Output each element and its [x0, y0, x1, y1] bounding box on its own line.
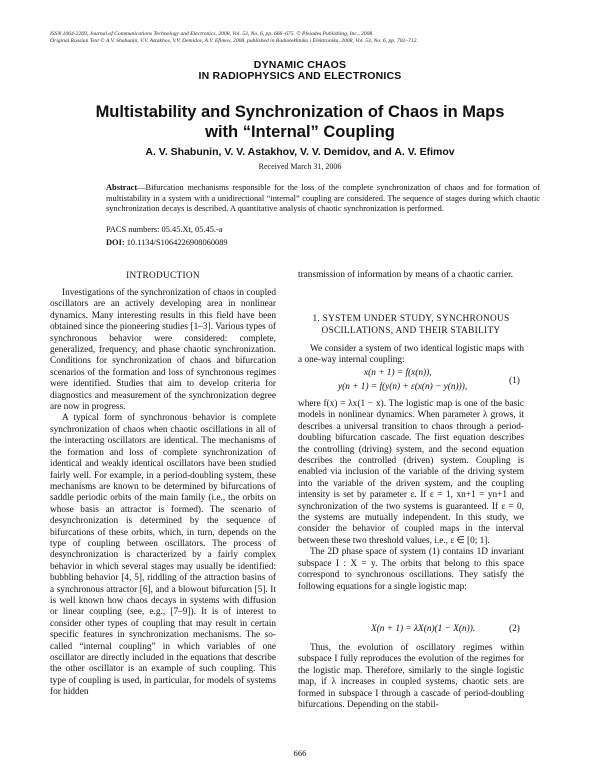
equation-1b: y(n + 1) = f(y(n) + ε(x(n) − y(n))), [338, 382, 468, 392]
doi [106, 238, 228, 247]
intro-continuation [298, 270, 524, 281]
section1-paragraph-2-block [298, 399, 524, 593]
abstract-label: Abstract [106, 183, 138, 192]
intro-continuation-text: transmission of information by means of a chaotic carrier. [298, 270, 514, 280]
paper-title-line1: Multistability and Synchronization of Chaos in Maps [95, 103, 505, 121]
abstract-text: —Bifurcation mechanisms responsible for the loss of the complete synchronization of chaos and for formation of multistability in a system with a unidirectional “internal” coupling are considered. The sequence of stages during which chaotic synchronization decays is described. A quantitative analysis of chaotic synchronization is performed. [106, 183, 540, 213]
doi-value: 10.1134/S1064226908060089 [126, 238, 228, 247]
received-date: Received March 31, 2006 [258, 162, 342, 171]
pacs-numbers: PACS numbers: 05.45.Xt, 05.45.-a [106, 225, 223, 234]
equation-1-number: (1) [509, 376, 520, 386]
section1-heading-line2: OSCILLATIONS, AND THEIR STABILITY [321, 326, 501, 336]
intro-paragraph-2: A typical form of synchronous behavior is complete synchronization of chaos when chaotic oscillations in all of the interacting oscillators are identical. The mechanisms of the formation and loss of complete synchronization of identical and weakly identical oscillators have been studied fairly well. For example, in a period-doubling system, these mechanisms are known to be determined by bifurcations of saddle periodic orbits of the main family (i.e., the orbits on whose basis an attractor is formed). The scenario of desynchronization is determined by the sequence of bifurcations of these orbits, which, in turn, depends on the type of coupling between oscillators. The process of desynchronization is characterized by a fairly complex behavior in which several stages may usually be identified: bubbling behavior [4, 5], riddling of the attraction basins of a synchronous attractor [6], and a blowout bifurcation [5]. It is well known how chaos decays in systems with diffusion or linear coupling (see, e.g., [7–9]). It is of interest to consider other types of coupling that may result in certain specific features in synchronization mechanisms. The so-called “internal coupling” in which variables of one oscillator are directly included in the equations that describe the other oscillator is an example of such coupling. This type of coupling is used, in particular, for models of systems for hidden [50, 413, 276, 698]
original-text-line: Original Russian Text © A.V. Shabunin, V.V. Astakhov, V.V. Demidov, A.V. Efimov, 2008, published in Radiotekhnika i Elektronika, 2008, Vol. 53, No. 6, pp. 702–712. [50, 38, 418, 44]
section1-paragraph-1-block [298, 344, 524, 367]
section-category-line2: IN RADIOPHYSICS AND ELECTRONICS [198, 70, 402, 82]
section1-paragraph-4: Thus, the evolution of oscillatory regimes within subspace I fully reproduces the evolution of the regimes for the logistic map. Therefore, similarly to the single logistic map, if λ increases in coupled systems, chaotic sets are formed in subspace I through a cascade of period-doubling bifurcations. Depending on the stabil- [298, 643, 524, 711]
equation-2-number: (2) [509, 624, 520, 634]
section-category-line1: DYNAMIC CHAOS [253, 59, 347, 71]
journal-citation-line: ISSN 1064-2269, Journal of Communications Technology and Electronics, 2008, Vol. 53, No. 6, pp. 666–675. © Pleiades Publishing, Inc., 2008. [50, 31, 374, 37]
page-number: 666 [293, 748, 307, 758]
section1-paragraph-3: The 2D phase space of system (1) contains 1D invariant subspace I : X = y. The orbits that belong to this space correspond to synchronous oscillations. They satisfy the following equations for a single logistic map: [298, 547, 524, 592]
section1-paragraph-1: We consider a system of two identical logistic maps with a one-way internal coupling: [298, 344, 524, 366]
authors: A. V. Shabunin, V. V. Astakhov, V. V. Demidov, and A. V. Efimov [145, 146, 455, 158]
equation-2: X(n + 1) = λX(n)(1 − X(n)). [371, 624, 476, 634]
equation-1a: x(n + 1) = f(x(n)), [364, 368, 432, 378]
left-column [50, 288, 276, 699]
doi-label: DOI: [106, 238, 125, 247]
abstract [106, 183, 540, 215]
section1-paragraph-4-block [298, 643, 524, 711]
introduction-heading: INTRODUCTION [126, 271, 200, 281]
section1-paragraph-2: where f(x) = λx(1 − x). The logistic map is one of the basic models in nonlinear dynamics. When parameter λ grows, it describes a universal transition to chaos through a period-doubling bifurcation cascade. The first equation describes the controlling (driving) system, and the second equation describes the controlled (driven) system. Coupling is enabled via inclusion of the variable of the driving system into the variable of the driven system, and the coupling intensity is set by parameter ε. If ε = 1, xn+1 = yn+1 and synchronization of the two systems is guaranteed. If ε = 0, the systems are mutually independent. In this study, we consider the behavior of coupled maps in the interval between these two threshold values, i.e., ε ∈ [0; 1]. [298, 399, 524, 546]
section1-heading-line1: 1. SYSTEM UNDER STUDY, SYNCHRONOUS [312, 314, 510, 324]
intro-paragraph-1: Investigations of the synchronization of chaos in coupled oscillators are an actively developing area in nonlinear dynamics. Many interesting results in this field have been obtained since the pioneering studies [1–3]. Various types of synchronous behavior were considered: complete, generalized, frequency, and phase chaotic synchronization. Conditions for synchronization of chaos and bifurcation scenarios of the formation and loss of synchronous regimes were identified. Studies that aim to develop criteria for diagnostics and measurement of the synchronization degree are now in progress. [50, 288, 276, 413]
paper-title-line2: with “Internal” Coupling [205, 123, 395, 141]
